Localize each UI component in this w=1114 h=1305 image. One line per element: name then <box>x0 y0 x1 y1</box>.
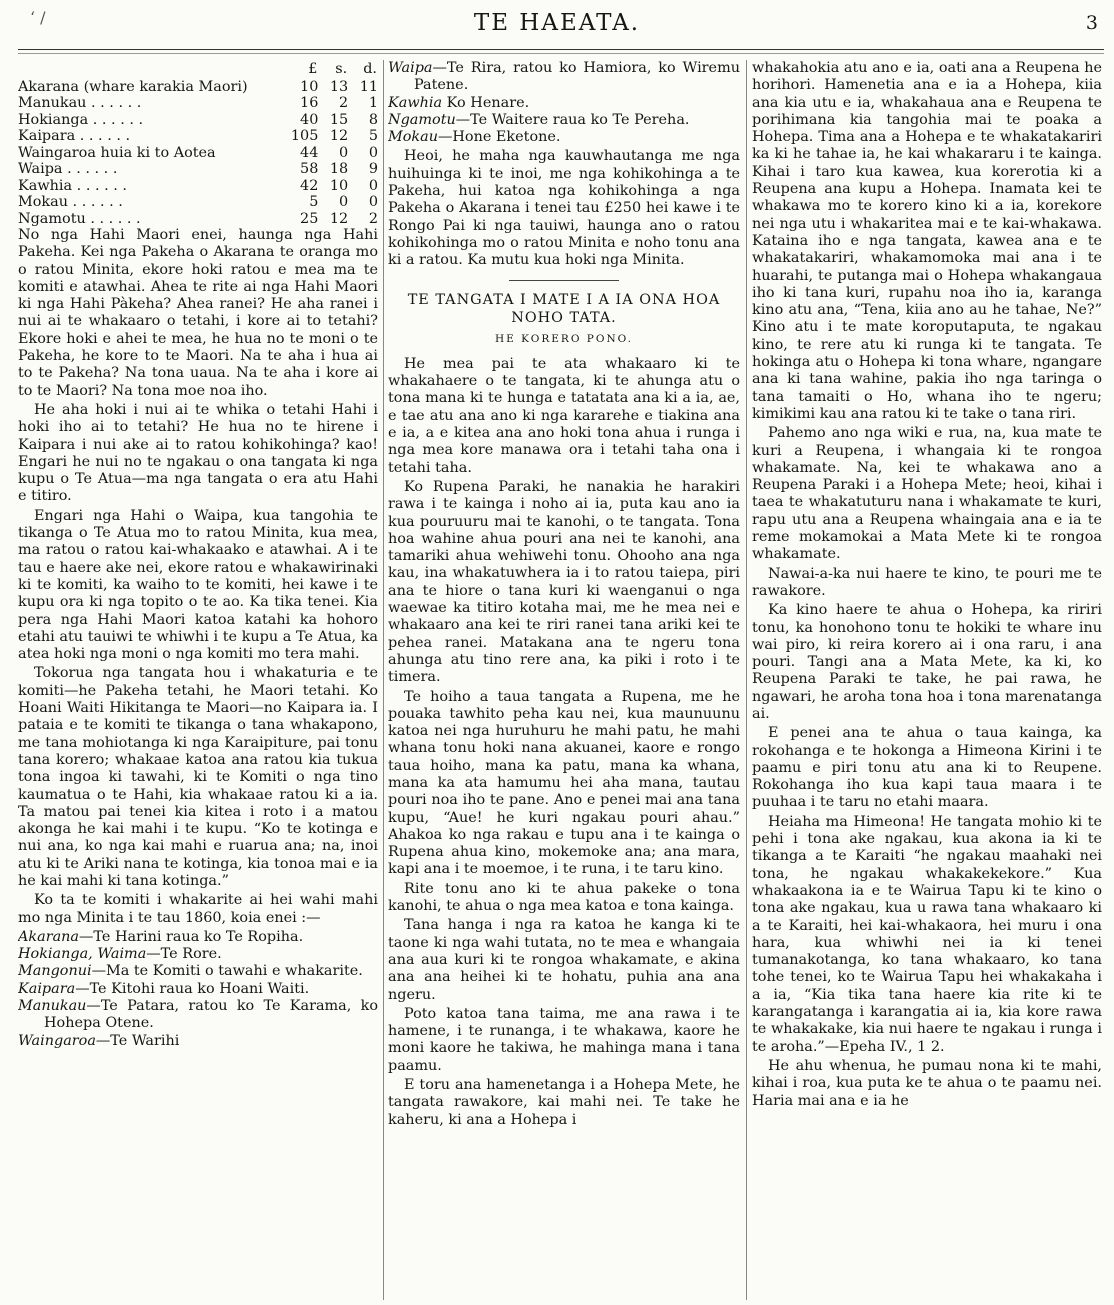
accounts-table <box>18 60 378 227</box>
account-pounds: 40 <box>300 111 319 128</box>
paragraph: Te hoiho a taua tangata a Rupena, me he pouaka tawhito peha kau nei, kua maunuunu katoa nei nga huruhuru he mahi patu, he mahi whana tonu hoki nana akuanei, kaore e rongo taua hoiho, mana ka patu, mana ka whana, mana ka ata hamumu hei aha mana, tautau pouri noa iho te pane. Ano e penei mai ana tana kupu, “Aue! he kuri ngakau pouri ahau.” Ahakoa ko nga rakau e tupu ana i te kainga o Rupena ahua kino, mokemoke ana; ana mara, kapi ana i te moemoe, i te runa, i te taru kino. <box>388 688 740 878</box>
column-1 <box>18 60 378 1300</box>
account-name: Mokau . . . . . . <box>18 194 123 210</box>
account-pounds: 16 <box>300 95 319 111</box>
paragraph: He aha hoki i nui ai te whika o tetahi Hahi i hoki iho ai to tetahi? He hua no te hirene i Kaipara i nui ake ai to ratou kohikohinga? kao! Engari he nui no te ngakau o ona tangata ki nga kupu o Te Atua—ma nga tangata o era atu Hahi e titiro. <box>18 401 378 505</box>
column-2 <box>388 60 740 1300</box>
account-shillings: 13 <box>329 78 349 95</box>
minister-names: Ko Henare. <box>442 94 530 111</box>
table-row <box>18 194 378 211</box>
paragraph: No nga Hahi Maori enei, haunga nga Hahi Pakeha. Kei nga Pakeha o Akarana te oranga mo o ratou Minita, ekore hoki ratou e mea ma te komiti e atawhai. Ahea te rite ai nga Hahi Maori ki nga Hahi Pàkeha? Ahea ranei? He aha ranei i nui ai te whakaaro o tetahi, i kore ai to tetahi? Ekore hoki e ahei te mea, he hua no te moni o te Pakeha, he kore to te Maori. Na te aha i hua ai to te Pakeha? Na tona uaua. Na te aha i kore ai to te Maori? Na tona moe noa iho. <box>18 227 378 399</box>
list-item <box>388 95 740 112</box>
table-row <box>18 128 378 145</box>
table-row <box>18 145 378 162</box>
header-rule <box>18 49 1104 50</box>
place-name: Kaipara <box>18 980 76 997</box>
table-row <box>18 211 378 228</box>
paragraph: He ahu whenua, he pumau nona ki te mahi, kihai i roa, kua puta ke te ahua o te paamu nei. Haria mai ana e ia he <box>752 1057 1102 1109</box>
account-name: Ngamotu . . . . . . <box>18 210 141 227</box>
minister-names: —Te Patara, ratou ko Te Karama, ko Hohepa Otene. <box>44 998 378 1032</box>
account-pounds: 25 <box>300 210 319 227</box>
account-shillings: 2 <box>339 95 349 111</box>
paragraph: Rite tonu ano ki te ahua pakeke o tona kanohi, te ahua o nga mea katoa e tona kainga. <box>388 880 740 915</box>
account-name: Hokianga . . . . . . <box>18 111 144 128</box>
paragraph: Ko ta te komiti i whakarite ai hei wahi mahi mo nga Minita i te tau 1860, koia enei :— <box>18 892 378 926</box>
account-shillings: 12 <box>329 210 349 227</box>
account-pence: 1 <box>368 95 378 111</box>
section-separator <box>509 280 619 281</box>
minister-names: —Ma te Komiti o tawahi e whakarite. <box>91 963 363 980</box>
list-item <box>388 112 740 129</box>
paragraph: Ka kino haere te ahua o Hohepa, ka ririri tonu, ka honohono tonu te hokiki te whare inu wai piro, ki reira korero ai i ona raru, i ana pouri. Tangi ana a Mata Mete, ka ki, ko Reupena Paraki te take, he pai rawa, he ngawari, he aroha tona hoa i tona marenatanga ai. <box>752 602 1102 722</box>
account-shillings: 0 <box>339 194 349 210</box>
paragraph: E toru ana hamenetanga i a Hohepa Mete, he tangata rawakore, kai mahi nei. Te take he kaheru, ki ana a Hohepa i <box>388 1077 740 1128</box>
account-pence: 2 <box>368 210 378 227</box>
table-row <box>18 95 378 112</box>
margin-mark: ‘ / <box>30 8 46 27</box>
column-3 <box>752 60 1102 1300</box>
list-item <box>18 981 378 998</box>
pounds-header: £ <box>308 61 318 77</box>
account-pence: 0 <box>368 194 378 210</box>
account-name: Akarana (whare karakia Maori) <box>18 78 248 95</box>
account-shillings: 10 <box>329 177 349 194</box>
place-name: Waingaroa <box>18 1032 96 1049</box>
account-pence: 0 <box>368 177 378 194</box>
account-pounds: 105 <box>290 128 319 144</box>
minister-names: —Te Warihi <box>95 1032 180 1049</box>
account-pounds: 42 <box>300 177 319 194</box>
list-item <box>18 998 378 1033</box>
paragraph: Heoi, he maha nga kauwhautanga me nga huihuinga ki te inoi, me nga kohikohinga a te Pakeha, hui katoa nga kohikohinga a nga Pakeha o Akarana i tenei tau £250 hei kawe i te Rongo Pai ki nga tauiwi, haunga ano o ratou kohikohinga mo o ratou Minita e noho tonu ana ki a ratou. Ka mutu kua hoki nga Minita. <box>388 148 740 269</box>
pence-header: d. <box>363 61 377 77</box>
table-row <box>18 112 378 129</box>
paragraph: Ko Rupena Paraki, he nanakia he harakiri rawa i te kainga i noho ai ia, puta kau ano ia kua pouruuru mai te kanohi, o te tangata. Tona hoa wahine ahua pouri ana nei te kanohi, ana tamariki ahua wehiwehi tonu. Ohooho ana nga kau, ina whakatuwhera ia i to ratou taiepa, piri ana te hiore o tana kuri ki waenganui o nga waewae ka titiro kotaha mai, me he mea nei e whakaaro ana kei te riri ranei tana ariki kei te pehea ranei. Matakana ana te ngeru tona ahunga atu tino rere ana, ka piki i roto i te timera. <box>388 478 740 686</box>
account-pounds: 58 <box>300 161 319 177</box>
column-divider <box>746 60 747 1300</box>
account-name: Kawhia . . . . . . <box>18 177 127 194</box>
minister-names: —Te Harini raua ko Te Ropiha. <box>79 928 304 945</box>
paragraph: Poto katoa tana taima, me ana rawa i te hamene, i te runanga, i te whakawa, kaore he moni kaore he takiwa, he mahinga mana i tana paamu. <box>388 1005 740 1074</box>
account-pence: 5 <box>368 128 378 144</box>
article-title: TE TANGATA I MATE I A IA ONA HOA NOHO TATA. <box>407 291 721 326</box>
paragraph: Tana hanga i nga ra katoa he kanga ki te taone ki nga wahi tutata, no te mea e whangaia ana aua kuri ki te rongoa whakamate, e akina ana ana heihei ki te hohatu, puhia ana ana ngeru. <box>388 917 740 1003</box>
minister-list-continued <box>388 60 740 146</box>
account-pence: 0 <box>368 144 378 161</box>
paragraph: Pahemo ano nga wiki e rua, na, kua mate te kuri a Reupena, i whangaia ki te rongoa whakamate. Na, kei te whakawa ano a Reupena Paraki i a Hohepa Mete; heoi, kihai i taea te whakatuturu nana i whakamate te kuri, rapu utu ana a Reupena whaingaia ana e ia te reme mokamokai a Mata Mete ki te rongoa whakamate. <box>752 425 1102 563</box>
page-header <box>0 10 1114 44</box>
account-shillings: 0 <box>339 144 349 161</box>
account-name: Waipa . . . . . . <box>18 161 118 177</box>
place-name: Manukau <box>18 998 87 1015</box>
place-name: Akarana <box>18 928 79 945</box>
account-pounds: 44 <box>300 144 319 161</box>
account-pounds: 10 <box>300 78 319 95</box>
account-pence: 8 <box>368 111 378 128</box>
table-row <box>18 79 378 96</box>
account-pence: 11 <box>359 78 378 95</box>
minister-names: —Hone Eketone. <box>437 129 561 146</box>
minister-names: —Te Rira, ratou ko Hamiora, ko Wiremu Patene. <box>414 60 740 94</box>
page-number: 3 <box>1085 12 1098 34</box>
paragraph: E penei ana te ahua o taua kainga, ka rokohanga e te hokonga a Himeona Kirini i te paamu e piri tonu atu ana ki to Reupene. Rokohanga iho kua kapi taua maara i te puuhaa i te taru no etahi maara. <box>752 725 1102 811</box>
place-name: Mokau <box>388 129 438 146</box>
list-item <box>18 946 378 963</box>
account-name: Waingaroa huia ki to Aotea <box>18 144 216 161</box>
shillings-header: s. <box>335 61 348 77</box>
account-pounds: 5 <box>309 194 319 210</box>
account-shillings: 12 <box>329 128 349 144</box>
minister-names: —Te Kitohi raua ko Hoani Waiti. <box>75 980 310 997</box>
header-rule-thin <box>18 53 1104 54</box>
paragraph: Nawai-a-ka nui haere te kino, te pouri me te rawakore. <box>752 565 1102 599</box>
place-name: Hokianga, Waima <box>18 946 147 963</box>
minister-names: —Te Waitere raua ko Te Pereha. <box>455 111 690 128</box>
table-row <box>18 161 378 178</box>
table-row <box>18 178 378 195</box>
account-name: Kaipara . . . . . . <box>18 128 131 144</box>
paragraph: Engari nga Hahi o Waipa, kua tangohia te tikanga o Te Atua mo to ratou Minita, kua mea, ma ratou o ratou kai-whakaako e atawhai. A i te tau e haere ake nei, ekore ratou e whakawirinaki ki te komiti, ka waiho to te komiti, hei kawe i te kupu ora ki nga topito o te ao. Ka tika tenei. Kia pera nga Hahi Maori katoa katahi ka hohoro etahi atu tauiwi te whiwhi i te kupu a Te Atua, ka atea hoki nga moni o nga komiti mo tera mahi. <box>18 507 378 663</box>
account-pence: 9 <box>368 161 378 177</box>
paragraph: He mea pai te ata whakaaro ki te whakahaere o te tangata, ki te ahunga atu o tona mana ki te hunga e tatatata ana ki a ia, ae, e tae atu ana ano ki nga kararehe e tiakina ana e ia, a e kitea ana ano hoki tona ahua i runga i nga mea kore manawa ora i tetahi taha ona i tetahi taha. <box>388 355 740 476</box>
place-name: Kawhia <box>388 94 443 111</box>
newspaper-title: TE HAEATA. <box>473 10 641 36</box>
account-shillings: 18 <box>329 161 349 177</box>
paragraph: whakahokia atu ano e ia, oati ana a Reupena he horihori. Hamenetia ana e ia a Hohepa, kiia ana kia utu e ia, whakahaua ana e Reupena te porihimana kia tangohia mai te poaka a Hohepa. Tima ana a Hohepa e te whakatakariri ka ki he tahae ia, he kai whakararu i te kainga. Kihai i taro kua kawea, kua korerotia ki a Reupena ana kupu a Hohepa. Inamata kei te whakawa mo te korero kino ki a ia, korekore nei nga utu i whakaritea mai e te kai-whakawa. Kataina iho e nga tangata, kawea ana e te whakatakariri, whakamomoka mai ana i te huarahi, te putanga mai o Hohepa whakangaua iho ki tana kuri, rupahu noa iho ia, karanga kino atu ana, “Tena, kiia ano au he tahae, Ne?” Kino atu i te mate koroputaputa, te ngakau kino, te rere atu ki runga ki te tangata. Te hokinga atu o Hohepa ki tona whare, ngangare ana ki tana wahine, pakia iho nga taringa o tana tamaiti o Ho, whana iho te ngeru; kimikimi kau ana ratou ki te take o tana riri. <box>752 60 1102 422</box>
list-item <box>388 129 740 146</box>
list-item <box>18 929 378 946</box>
paragraph: Tokorua nga tangata hou i whakaturia e te komiti—he Pakeha tetahi, he Maori tetahi. Ko Hoani Waiti Hikitanga te Maori—no Kaipara ia. I pataia e te komiti te tikanga o tana whakapono, me tana mohiotanga ki nga Karaipiture, pai tonu tana korero; whakaae katoa ana ratou kia tukua tona ingoa ki tawahi, ki te Komiti o nga tino kaumatua o te Hahi, kia whakaae ratou ki a ia. Ta matou pai tenei kia kitea i roto i a matou akonga he kai mahi i te kupu. “Ko te kotinga e nui ana, ko nga kai mahi e ruarua ana; na, inoi atu ki te Ariki nana te kotinga, kia tonoa mai e ia he kai mahi ki tana kotinga.” <box>18 665 378 889</box>
list-item <box>18 1033 378 1050</box>
account-shillings: 15 <box>329 111 349 128</box>
place-name: Mangonui <box>18 963 92 980</box>
column-divider <box>383 60 384 1300</box>
place-name: Ngamotu <box>388 111 456 128</box>
minister-names: —Te Rore. <box>146 946 222 963</box>
article-subtitle: HE KORERO PONO. <box>495 332 633 345</box>
accounts-header-row <box>18 60 378 79</box>
place-name: Waipa <box>388 60 433 76</box>
list-item <box>388 60 740 95</box>
paragraph: Heiaha ma Himeona! He tangata mohio ki te pehi i tona ake ngakau, kua akona ia ki te tikanga a te Karaiti “he ngakau maahaki nei tona, he ngakau whakakekekore.” Kua whakaakona ia e te Wairua Tapu ki te kino o tona ake ngakau, kua u rawa tana whakaaro ki a te Karaiti, hei kai-whakaora, hei muru i ona hara, kua whiwhi nei ia ki tenei tumanakotanga, ko tana whakaaro, ko tana tohe tenei, ko te Wairua Tapu hei whakakaha i a ia, “Kia tika tana haere kia rite ki te karangatanga i karangatia ai ia, kia kore rawa te whakakake, kia nui haere te ngakau i runga i te aroha.”—Epeha IV., 1 2. <box>752 813 1102 1055</box>
list-item <box>18 963 378 980</box>
account-name: Manukau . . . . . . <box>18 95 142 111</box>
minister-list <box>18 929 378 1050</box>
